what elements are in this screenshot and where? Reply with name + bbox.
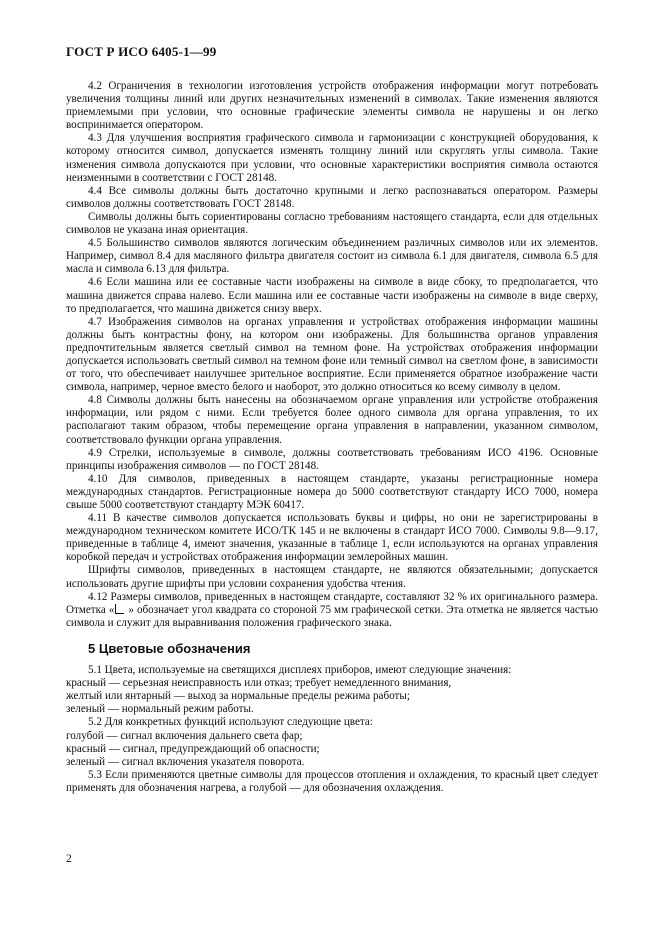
paragraph-4-8: 4.8 Символы должны быть нанесены на обозначаемом органе управления или устройстве отображения информации, или рядом с ними. Если требуется более одного символа для органа управления, то их располагают таким образом, чтобы перемещение органа управления в направлении, указанном символом, соответствовало функции органа управления.	[66, 394, 598, 446]
color-list-item-green: зеленый — нормальный режим работы.	[66, 703, 254, 716]
paragraph-4-9: 4.9 Стрелки, используемые в символе, должны соответствовать требованиям ИСО 4196. Основные принципы изображения символов — по ГОСТ 28148.	[66, 446, 598, 472]
color-list-item-red: красный — серьезная неисправность или отказ; требует немедленного внимания,	[66, 677, 452, 690]
paragraph-4-12-part-a: 4.12 Размеры символов, приведенных в настоящем стандарте, составляют 32 % их оригинального размера. Отметка «	[66, 590, 598, 616]
color-list-item-yellow: желтый или янтарный — выход за нормальные пределы режима работы;	[66, 690, 410, 703]
corner-mark-icon	[115, 604, 124, 614]
paragraph-4-4-continued: Символы должны быть сориентированы согласно требованиям настоящего стандарта, если для отдельных символов не указана иная ориентация.	[66, 210, 598, 237]
function-list-item-green: зеленый — сигнал включения указателя поворота.	[66, 755, 305, 768]
paragraph-4-11-continued: Шрифты символов, приведенных в настоящем стандарте, не являются обязательными; допускается использовать другие шрифты при условии сохранения удобства чтения.	[66, 564, 598, 590]
function-list-item-red: красный — сигнал, предупреждающий об опасности;	[66, 742, 320, 755]
paragraph-5-1: 5.1 Цвета, используемые на светящихся дисплеях приборов, имеют следующие значения:	[88, 664, 512, 677]
function-list-item-blue: голубой — сигнал включения дальнего света фар;	[66, 729, 303, 742]
paragraph-4-12-part-b: » обозначает угол квадрата со стороной 75 мм графической сетки. Эта отметка не является частью символа и служит для выравнивания положения графического знака.	[66, 603, 598, 629]
paragraph-4-10: 4.10 Для символов, приведенных в настоящем стандарте, указаны регистрационные номера международных стандартов. Регистрационные номера до 5000 соответствуют стандарту ИСО 7000, номера свыше 5000 соответствуют стандарту МЭК 60417.	[66, 472, 598, 511]
section-5-title: 5 Цветовые обозначения	[88, 640, 251, 656]
page-number: 2	[66, 853, 72, 865]
paragraph-4-12	[66, 591, 598, 630]
paragraph-4-11: 4.11 В качестве символов допускается использовать буквы и цифры, но они не зарегистрированы в международном техническом комитете ИСО/ТК 145 и не включены в стандарт ИСО 7000. Символы 9.8—9.17, приведенные в таблице 4, имеют значения, указанные в таблице 1, если используются на органах управления коробкой передач и устройствах отображения информации землеройных машин.	[66, 512, 598, 564]
paragraph-4-6: 4.6 Если машина или ее составные части изображены на символе в виде сбоку, то предполагается, что машина движется справа налево. Если машина или ее составные части изображены на символе в виде сверху, то предполагается, что машина движется снизу вверх.	[66, 276, 598, 315]
paragraph-4-3: 4.3 Для улучшения восприятия графического символа и гармонизации с конструкцией оборудования, к которому относится символ, допускается изменять толщину линий или скруглять углы символа. Такие изменения символа допускаются при условии, что основные характеристики восприятия символа остаются неизменными в соответствии с ГОСТ 28148.	[66, 132, 598, 184]
paragraph-4-4: 4.4 Все символы должны быть достаточно крупными и легко распознаваться оператором. Размеры символов должны соответствовать ГОСТ 28148.	[66, 184, 598, 210]
document-header: ГОСТ Р ИСО 6405-1—99	[66, 44, 217, 59]
paragraph-4-5: 4.5 Большинство символов являются логическим объединением различных символов или их элементов. Например, символ 8.4 для масляного фильтра двигателя состоит из символа 6.1 для двигателя, символа 6.5 для масла и символа 6.13 для фильтра.	[66, 237, 598, 276]
document-body	[66, 80, 598, 795]
paragraph-5-3: 5.3 Если применяются цветные символы для процессов отопления и охлаждения, то красный цвет следует применять для обозначения нагрева, а голубой — для обозначения охлаждения.	[66, 768, 598, 794]
paragraph-4-2: 4.2 Ограничения в технологии изготовления устройств отображения информации могут потребовать увеличения толщины линий или других незначительных изменений в символах. Такие изменения являются приемлемыми при условии, что основные графические элементы символа не нарушены и он легко воспринимается оператором.	[66, 80, 598, 132]
paragraph-4-7: 4.7 Изображения символов на органах управления и устройствах отображения информации машины должны быть контрастны фону, на котором они изображены. Для большинства органов управления предпочтительным является светлый символ на темном фоне. На устройствах отображения информации допускается использовать светлый символ на темном фоне или темный символ на светлом фоне, в зависимости от того, что обеспечивает наилучшее зрительное восприятие. Если применяется обратное изображение части символа, например, черное вместо белого и наоборот, это должно относиться ко всему символу в целом.	[66, 315, 598, 394]
paragraph-5-2: 5.2 Для конкретных функций используют следующие цвета:	[88, 716, 373, 729]
